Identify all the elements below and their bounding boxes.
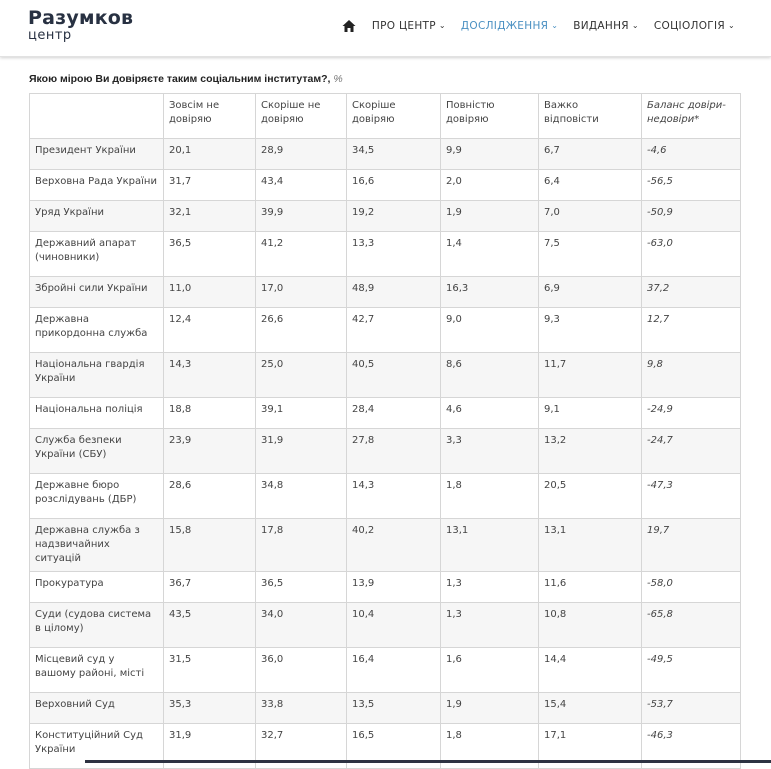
- table-cell: 1,9: [441, 201, 539, 232]
- table-cell: 13,3: [347, 232, 441, 277]
- table-cell: 15,8: [164, 519, 256, 572]
- table-cell: 19,7: [642, 519, 741, 572]
- table-cell: 32,7: [256, 724, 347, 769]
- table-cell: -24,7: [642, 429, 741, 474]
- table-cell: 13,9: [347, 572, 441, 603]
- institution-name: Служба безпеки України (СБУ): [30, 429, 164, 474]
- table-cell: 16,5: [347, 724, 441, 769]
- institution-name: Державна служба з надзвичайних ситуацій: [30, 519, 164, 572]
- institution-name: Державна прикордонна служба: [30, 308, 164, 353]
- table-cell: 16,3: [441, 277, 539, 308]
- table-cell: 9,3: [539, 308, 642, 353]
- table-header-cell: Важко відповісти: [539, 94, 642, 139]
- logo-title: Разумков: [28, 7, 134, 29]
- table-cell: -53,7: [642, 693, 741, 724]
- table-cell: 13,1: [539, 519, 642, 572]
- survey-question: [29, 73, 343, 85]
- chevron-down-icon: ⌄: [438, 21, 446, 30]
- table-cell: 31,7: [164, 170, 256, 201]
- table-cell: 28,9: [256, 139, 347, 170]
- chevron-down-icon: ⌄: [631, 21, 639, 30]
- table-row: [30, 277, 741, 308]
- institution-name: Конституційний Суд України: [30, 724, 164, 769]
- question-unit: %: [333, 73, 343, 85]
- nav-item-label: ДОСЛІДЖЕННЯ: [460, 20, 549, 32]
- table-cell: 14,3: [347, 474, 441, 519]
- table-cell: 14,4: [539, 648, 642, 693]
- table-cell: 9,0: [441, 308, 539, 353]
- home-icon[interactable]: [342, 19, 356, 33]
- table-row: [30, 429, 741, 474]
- table-cell: 9,8: [642, 353, 741, 398]
- table-header-cell: Баланс довіри-недовіри*: [642, 94, 741, 139]
- table-row: [30, 572, 741, 603]
- table-cell: 7,5: [539, 232, 642, 277]
- table-cell: 36,5: [256, 572, 347, 603]
- table-cell: 35,3: [164, 693, 256, 724]
- table-cell: 6,4: [539, 170, 642, 201]
- table-cell: -24,9: [642, 398, 741, 429]
- table-header-cell: Скоріше довіряю: [347, 94, 441, 139]
- institution-name: Прокуратура: [30, 572, 164, 603]
- table-cell: 19,2: [347, 201, 441, 232]
- table-cell: -47,3: [642, 474, 741, 519]
- table-cell: 16,6: [347, 170, 441, 201]
- table-cell: 36,0: [256, 648, 347, 693]
- table-header-row: [30, 94, 741, 139]
- table-cell: -58,0: [642, 572, 741, 603]
- table-cell: 40,5: [347, 353, 441, 398]
- logo[interactable]: [28, 9, 133, 42]
- table-cell: 17,0: [256, 277, 347, 308]
- table-cell: 31,9: [256, 429, 347, 474]
- institution-name: Президент України: [30, 139, 164, 170]
- table-row: [30, 353, 741, 398]
- main-nav: [342, 19, 735, 33]
- table-cell: -63,0: [642, 232, 741, 277]
- chevron-down-icon: ⌄: [551, 21, 559, 30]
- table-row: [30, 603, 741, 648]
- table-cell: 32,1: [164, 201, 256, 232]
- table-cell: 11,0: [164, 277, 256, 308]
- table-cell: 10,8: [539, 603, 642, 648]
- table-row: [30, 139, 741, 170]
- table-row: [30, 648, 741, 693]
- institution-name: Національна поліція: [30, 398, 164, 429]
- nav-item-label: СОЦІОЛОГІЯ: [653, 20, 725, 32]
- table-cell: 36,7: [164, 572, 256, 603]
- table-cell: 40,2: [347, 519, 441, 572]
- table-cell: 13,1: [441, 519, 539, 572]
- table-cell: 34,5: [347, 139, 441, 170]
- table-cell: -49,5: [642, 648, 741, 693]
- table-cell: 14,3: [164, 353, 256, 398]
- table-cell: 39,1: [256, 398, 347, 429]
- table-cell: 31,9: [164, 724, 256, 769]
- logo-subtitle: центр: [28, 28, 72, 43]
- table-cell: 34,0: [256, 603, 347, 648]
- site-header: [0, 0, 771, 57]
- table-cell: 1,6: [441, 648, 539, 693]
- table-cell: 1,4: [441, 232, 539, 277]
- table-header-cell: [30, 94, 164, 139]
- table-row: [30, 474, 741, 519]
- table-header-cell: Повністю довіряю: [441, 94, 539, 139]
- nav-item-sociology[interactable]: [654, 20, 735, 32]
- table-cell: 2,0: [441, 170, 539, 201]
- table-cell: 39,9: [256, 201, 347, 232]
- table-cell: 20,5: [539, 474, 642, 519]
- table-cell: 8,6: [441, 353, 539, 398]
- institution-name: Верховний Суд: [30, 693, 164, 724]
- table-cell: 43,5: [164, 603, 256, 648]
- table-cell: -56,5: [642, 170, 741, 201]
- table-row: [30, 170, 741, 201]
- table-cell: -46,3: [642, 724, 741, 769]
- table-header-cell: Зовсім не довіряю: [164, 94, 256, 139]
- institution-name: Місцевий суд у вашому районі, місті: [30, 648, 164, 693]
- table-row: [30, 398, 741, 429]
- table-row: [30, 201, 741, 232]
- institution-name: Державний апарат (чиновники): [30, 232, 164, 277]
- nav-item-about[interactable]: [372, 20, 446, 32]
- table-cell: 48,9: [347, 277, 441, 308]
- table-cell: 1,3: [441, 603, 539, 648]
- table-cell: 6,9: [539, 277, 642, 308]
- table-cell: 36,5: [164, 232, 256, 277]
- table-cell: 1,3: [441, 572, 539, 603]
- table-row: [30, 308, 741, 353]
- nav-item-publications[interactable]: [573, 20, 639, 32]
- table-cell: 13,5: [347, 693, 441, 724]
- table-header-cell: Скоріше не довіряю: [256, 94, 347, 139]
- table-cell: 18,8: [164, 398, 256, 429]
- chevron-down-icon: ⌄: [727, 21, 735, 30]
- table-cell: 7,0: [539, 201, 642, 232]
- table-cell: 13,2: [539, 429, 642, 474]
- table-cell: 3,3: [441, 429, 539, 474]
- table-cell: 33,8: [256, 693, 347, 724]
- table-cell: 26,6: [256, 308, 347, 353]
- table-cell: 27,8: [347, 429, 441, 474]
- question-text: Якою мірою Ви довіряєте таким соціальним інститутам?,: [29, 73, 331, 85]
- institution-name: Уряд України: [30, 201, 164, 232]
- table-cell: 28,4: [347, 398, 441, 429]
- nav-item-label: ПРО ЦЕНТР: [371, 20, 436, 32]
- table-cell: -50,9: [642, 201, 741, 232]
- table-row: [30, 693, 741, 724]
- table-row: [30, 519, 741, 572]
- institution-name: Верховна Рада України: [30, 170, 164, 201]
- institution-name: Суди (судова система в цілому): [30, 603, 164, 648]
- table-cell: 17,8: [256, 519, 347, 572]
- table-cell: 11,6: [539, 572, 642, 603]
- table-cell: 1,8: [441, 724, 539, 769]
- table-cell: 10,4: [347, 603, 441, 648]
- table-cell: 15,4: [539, 693, 642, 724]
- table-cell: 43,4: [256, 170, 347, 201]
- table-cell: -4,6: [642, 139, 741, 170]
- table-cell: 1,8: [441, 474, 539, 519]
- table-cell: 9,9: [441, 139, 539, 170]
- institution-name: Державне бюро розслідувань (ДБР): [30, 474, 164, 519]
- table-cell: 17,1: [539, 724, 642, 769]
- table-cell: 12,7: [642, 308, 741, 353]
- table-cell: 28,6: [164, 474, 256, 519]
- table-cell: 23,9: [164, 429, 256, 474]
- table-cell: 9,1: [539, 398, 642, 429]
- table-cell: 1,9: [441, 693, 539, 724]
- institution-name: Збройні сили України: [30, 277, 164, 308]
- table-cell: 31,5: [164, 648, 256, 693]
- table-cell: 16,4: [347, 648, 441, 693]
- table-cell: -65,8: [642, 603, 741, 648]
- table-cell: 25,0: [256, 353, 347, 398]
- table-cell: 34,8: [256, 474, 347, 519]
- table-cell: 12,4: [164, 308, 256, 353]
- nav-item-research[interactable]: [461, 20, 558, 32]
- table-cell: 6,7: [539, 139, 642, 170]
- trust-table: [29, 93, 741, 769]
- table-cell: 11,7: [539, 353, 642, 398]
- table-cell: 20,1: [164, 139, 256, 170]
- nav-item-label: ВИДАННЯ: [573, 20, 629, 32]
- table-cell: 41,2: [256, 232, 347, 277]
- table-cell: 37,2: [642, 277, 741, 308]
- institution-name: Національна гвардія України: [30, 353, 164, 398]
- table-cell: 42,7: [347, 308, 441, 353]
- table-cell: 4,6: [441, 398, 539, 429]
- table-row: [30, 232, 741, 277]
